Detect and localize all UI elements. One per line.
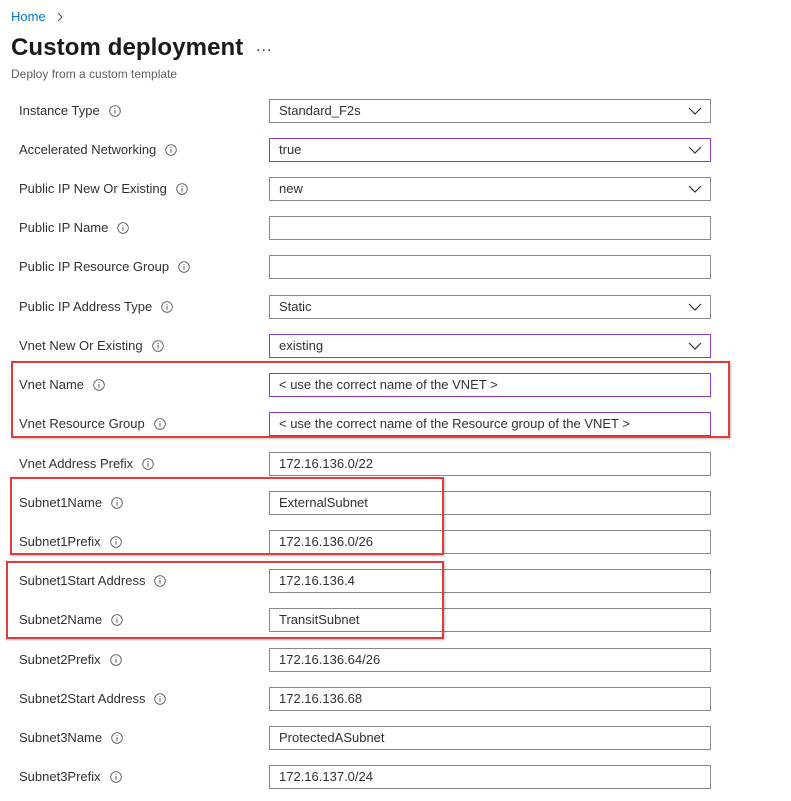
form-row-accelerated-networking	[0, 138, 791, 164]
chevron-right-icon	[55, 12, 65, 22]
info-icon[interactable]	[111, 732, 123, 744]
chevron-down-icon	[688, 183, 702, 195]
form-row-instance-type	[0, 99, 791, 125]
subnet3-name-input[interactable]: ProtectedASubnet	[269, 726, 711, 750]
chevron-down-icon	[688, 144, 702, 156]
field-label: Accelerated Networking	[19, 142, 157, 157]
form-row-subnet2-start-address	[0, 687, 791, 713]
info-icon[interactable]	[110, 771, 122, 783]
form-row-public-ip-new-or-existing	[0, 177, 791, 203]
subnet1-name-input[interactable]: ExternalSubnet	[269, 491, 711, 515]
info-icon[interactable]	[178, 261, 190, 273]
subnet1-prefix-input[interactable]: 172.16.136.0/26	[269, 530, 711, 554]
breadcrumb-home-link[interactable]: Home	[11, 9, 46, 24]
subnet3-prefix-input[interactable]: 172.16.137.0/24	[269, 765, 711, 789]
vnet-new-or-existing-dropdown[interactable]: existing	[269, 334, 711, 358]
vnet-name-input[interactable]: < use the correct name of the VNET >	[269, 373, 711, 397]
info-icon[interactable]	[154, 693, 166, 705]
info-icon[interactable]	[117, 222, 129, 234]
form-row-subnet1-prefix	[0, 530, 791, 556]
field-label: Vnet Address Prefix	[19, 456, 134, 471]
field-label: Subnet2Prefix	[19, 652, 101, 667]
accelerated-networking-dropdown[interactable]: true	[269, 138, 711, 162]
field-label: Subnet3Name	[19, 730, 103, 745]
form-row-public-ip-address-type	[0, 295, 791, 321]
field-label: Public IP Address Type	[19, 299, 153, 314]
subnet2-prefix-input[interactable]: 172.16.136.64/26	[269, 648, 711, 672]
form-row-subnet3-prefix	[0, 765, 791, 791]
field-label: Vnet Name	[19, 377, 85, 392]
subnet2-name-input[interactable]: TransitSubnet	[269, 608, 711, 632]
vnet-address-prefix-input[interactable]: 172.16.136.0/22	[269, 452, 711, 476]
info-icon[interactable]	[110, 654, 122, 666]
public-ip-resource-group-input[interactable]	[269, 255, 711, 279]
info-icon[interactable]	[154, 418, 166, 430]
chevron-down-icon	[688, 340, 702, 352]
info-icon[interactable]	[110, 536, 122, 548]
info-icon[interactable]	[161, 301, 173, 313]
info-icon[interactable]	[154, 575, 166, 587]
info-icon[interactable]	[109, 105, 121, 117]
breadcrumb	[11, 9, 65, 24]
field-label: Public IP New Or Existing	[19, 181, 167, 196]
info-icon[interactable]	[111, 497, 123, 509]
vnet-resource-group-input[interactable]: < use the correct name of the Resource group of the VNET >	[269, 412, 711, 436]
field-label: Subnet3Prefix	[19, 769, 101, 784]
form-row-subnet3-name	[0, 726, 791, 752]
form-row-subnet1-name	[0, 491, 791, 517]
field-label: Instance Type	[19, 103, 100, 118]
subnet2-start-address-input[interactable]: 172.16.136.68	[269, 687, 711, 711]
form-row-vnet-resource-group	[0, 412, 791, 438]
field-label: Subnet2Name	[19, 612, 103, 627]
form-row-subnet1-start-address	[0, 569, 791, 595]
chevron-down-icon	[688, 105, 702, 117]
info-icon[interactable]	[111, 614, 123, 626]
info-icon[interactable]	[176, 183, 188, 195]
field-label: Subnet1Name	[19, 495, 103, 510]
field-label: Vnet Resource Group	[19, 416, 145, 431]
public-ip-name-input[interactable]	[269, 216, 711, 240]
more-options-button[interactable]: ...	[256, 38, 273, 55]
instance-type-dropdown[interactable]: Standard_F2s	[269, 99, 711, 123]
field-label: Subnet2Start Address	[19, 691, 146, 706]
form-row-subnet2-name	[0, 608, 791, 634]
info-icon[interactable]	[93, 379, 105, 391]
public-ip-new-or-existing-dropdown[interactable]: new	[269, 177, 711, 201]
page-subtitle: Deploy from a custom template	[11, 67, 178, 81]
page-title: Custom deployment	[11, 34, 244, 61]
info-icon[interactable]	[152, 340, 164, 352]
info-icon[interactable]	[165, 144, 177, 156]
form-row-vnet-address-prefix	[0, 452, 791, 478]
field-label: Subnet1Start Address	[19, 573, 146, 588]
form-row-vnet-name	[0, 373, 791, 399]
form-row-public-ip-resource-group	[0, 255, 791, 281]
info-icon[interactable]	[142, 458, 154, 470]
public-ip-address-type-dropdown[interactable]: Static	[269, 295, 711, 319]
field-label: Public IP Resource Group	[19, 259, 170, 274]
form-row-public-ip-name	[0, 216, 791, 242]
form-row-subnet2-prefix	[0, 648, 791, 674]
field-label: Public IP Name	[19, 220, 109, 235]
subnet1-start-address-input[interactable]: 172.16.136.4	[269, 569, 711, 593]
form-row-vnet-new-or-existing	[0, 334, 791, 360]
field-label: Vnet New Or Existing	[19, 338, 143, 353]
chevron-down-icon	[688, 301, 702, 313]
field-label: Subnet1Prefix	[19, 534, 101, 549]
